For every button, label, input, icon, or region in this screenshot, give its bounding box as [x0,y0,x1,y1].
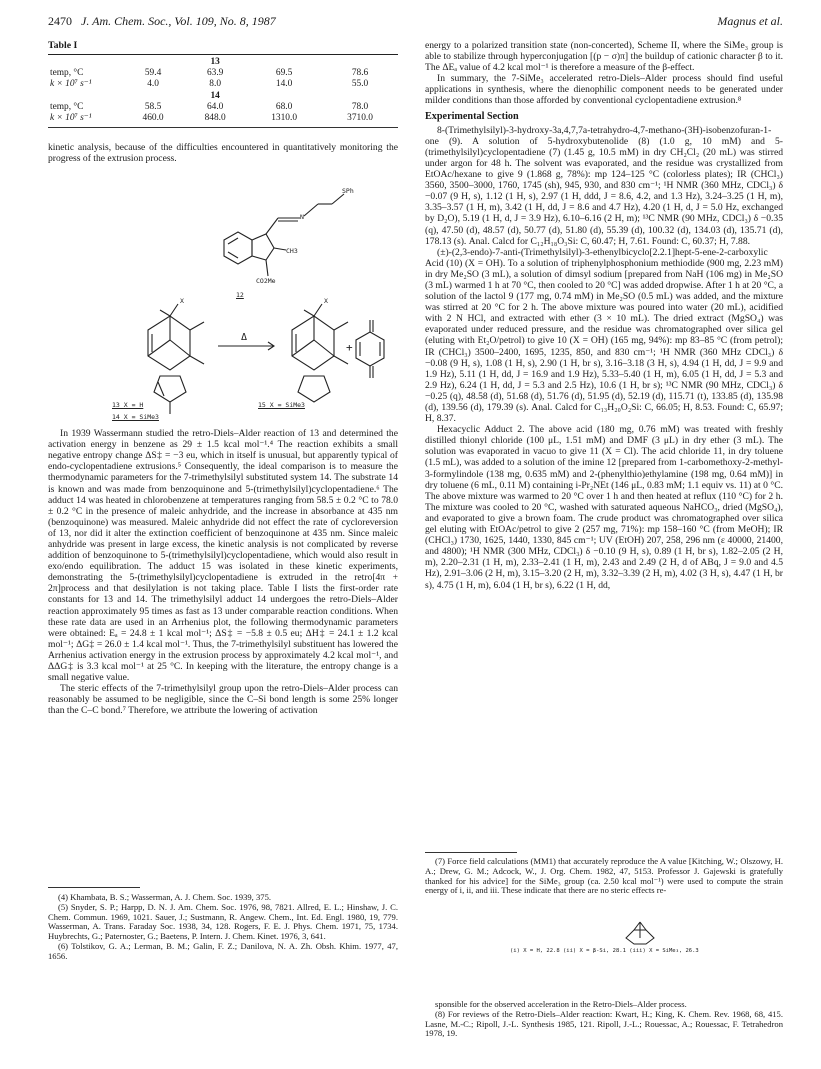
label-plus: + [346,341,353,355]
label-x-product: X [324,297,328,306]
label-13: 13 X = H [112,401,144,410]
strain-energy-figure [510,918,720,960]
kinetics-table [48,55,398,124]
footnote: (4) Khambata, B. S.; Wasserman, A. J. Chem. Soc. 1939, 375. [58,892,272,902]
header-authors: Magnus et al. [717,14,783,28]
footnote-separator-left [48,887,140,888]
table-cell: 63.9 [206,67,224,78]
table-title: Table I [48,40,78,51]
paragraph-steric: The steric effects of the 7-trimethylsilyl group upon the retro-Diels–Alder process can reasonably be assumed to be negligible, since the C–Si bond length is some 25% longer than the C–C bond.⁷ Therefore, we attribute the lowering of activation [48,683,398,717]
label-12: 12 [236,291,244,300]
row-label: k × 10⁷ s⁻¹ [50,78,92,89]
row-label: temp, °C [50,102,84,113]
reaction-scheme-drawing [48,170,398,428]
footnote: (5) Snyder, S. P.; Harpp, D. N. J. Am. Chem. Soc. 1976, 98, 7821. Allred, E. L.; Hinshaw, J. C. Chem. Commun. 1969, 1021. Sauer, J.; Sustmann, R. Angew. Chem., Int. Ed. Engl. 1980, 19, 779. Wasserman, A. Trans. Faraday Soc. 1938, 34, 128. Rogers, F. E. J. Phys. Chem. 1971, 75, 1734. Huybrechts, G.; Paternoster, G.; Baetens, P. Intern. J. Chem. Kinet. 1976, 3, 641. [48,901,398,942]
row-label: k × 10⁷ s⁻¹ [50,113,92,124]
compound-label: 14 [210,91,220,102]
left-column [48,40,398,717]
table-cell: 59.4 [144,67,162,78]
right-column [425,40,783,591]
label-delta: Δ [241,332,248,344]
section-title: Experimental Section [425,110,519,122]
table-row [48,79,398,90]
bicyclic-sketch [560,918,720,948]
footnote-7 [425,857,783,896]
page-number: 2470 [48,14,72,28]
footnotes-right-bottom [425,1000,783,1039]
footnote: (6) Tolstikov, G. A.; Lerman, B. M.; Galin, F. Z.; Danilova, N. A. Zh. Obsh. Khim. 1977, 47, 1656. [48,940,398,961]
indole-pyrrole-ring [252,234,274,260]
label-ch3: CH3 [286,247,298,256]
label-co2me: CO2Me [256,277,276,286]
table-cell: 1310.0 [271,113,298,124]
footnote: sponsible for the observed acceleration in the Retro-Diels–Alder process. [435,999,687,1009]
paragraph-kinetic: kinetic analysis, because of the difficulties encountered in quantitatively monitoring the progress of the extrusion process. [48,141,398,164]
label-n: N [300,213,304,222]
strain-energy-caption: (i) X = H, 22.8 (ii) X = β-Si, 28.1 (iii) X = SiMe₃, 26.3 [510,948,699,954]
table-cell: 4.0 [147,78,159,89]
reaction-scheme-figure [48,170,398,428]
table-row [48,113,398,124]
table-row [48,102,398,113]
product-cage [292,316,334,370]
footnote: (7) Force field calculations (MM1) that accurately reproduce the A value [Kitching, W.; Olszowy, H. A.; Drew, G. M.; Adcock, W., J. Org. Chem. 1982, 47, 5153. Professor J. Gajewski is gratefully thanked for his advice] for the SiMe₃ group (ca. 2.50 kcal mol⁻¹) were used to compute the strain energy of i, ii, and iii. These indicate that there are no steric effects re- [425,856,783,896]
paragraph-summary: In summary, the 7-SiMe₃ accelerated retro-Diels–Alder process should find useful applications in synthesis, where the dienophilic component needs to be generated under milder conditions than those afforded by conventional cyclopentadiene extrusion.⁸ [425,73,783,107]
table-cell: 78.6 [351,67,369,78]
adduct-cage [148,316,190,370]
experimental-adduct-2: Hexacyclic Adduct 2. The above acid (180 mg, 0.76 mM) was treated with freshly distilled thionyl chloride (100 μL, 1.51 mM) and DMF (3 μL) in dry ether (3 mL). The solution was evaporated in vacuo to give 11 (X = Cl). The acid chloride 11, in dry toluene (1.5 mL), was added to a solution of the imine 12 [prepared from 1-carbomethoxy-2-methyl-3-formylindole (138 mg, 0.635 mM) and 2-(phenylthio)ethylamine (198 mg, 0.64 mM)] in dry toluene (6 mL, 0.11 M) containing i-Pr₂NEt (146 μL, 0.83 mM; 1.1 equiv vs. 11) at 0 °C. The above mixture was warmed to 20 °C over 1 h and then heated at reflux (110 °C) for 2 h. The mixture was cooled to 20 °C, washed with saturated aqueous NaHCO₃, dried (MgSO₄), and evaporated to give a brown foam. The crude product was chromatographed over silica gel eluting with EtOAc/petrol to give 2 (257 mg, 71%): mp 158–160 °C (from MeOH); IR (CHCl₃) 1730, 1625, 1440, 1330, 845 cm⁻¹; UV (EtOH) 207, 258, 296 nm (ε 40000, 21400, and 4800); ¹H NMR (300 MHz, CDCl₃) δ −0.10 (9 H, s), 0.89 (1 H, br s), 1.82–2.05 (2 H, m), 2.20–2.31 (1 H, m), 2.33–2.41 (1 H, m), 2.43 and 2.49 (2 H, d of ABq, J = 9.0 and 4.5 Hz), 2.91–3.06 (2 H, m), 3.15–3.20 (2 H, m), 3.32–3.39 (2 H, m), 4.02 (3 H, s), 4.47 (1 H, br s), 4.75 (1 H, m), 6.04 (1 H, br s), 6.22 (1 H, dd, [425,424,783,591]
table-cell: 78.0 [351,102,369,113]
label-15: 15 X = SiMe3 [258,401,305,410]
running-header [48,14,783,34]
row-label: temp, °C [50,67,84,78]
table-bottom-rule [48,127,398,128]
footnote-separator-right [425,852,517,853]
journal-citation: J. Am. Chem. Soc., Vol. 109, No. 8, 1987 [81,14,276,28]
label-14: 14 X = SiMe3 [112,413,159,422]
experimental-compound-10: (±)-(2,3-endo)-7-anti-(Trimethylsilyl)-3-ethenylbicyclo[2.2.1]hept-5-ene-2-carboxylic Acid (10) (X = OH). To a solution of triphenylphosphonium methiodide (900 mg, 2.23 mM) in dry Me₂SO (3 mL), a solution of dimsyl sodium [prepared from NaH (106 mg) in Me₂SO (3 mL) warmed 1 h at 70 °C, then cooled to 20 °C] was added dropwise. After 1 h at 20 °C, a solution of the lactol 9 (177 mg, 0.74 mM) in Me₂SO (0.5 mL) was added, and the mixture was stirred at 20 °C for 2 h. The above mixture was poured into water (20 mL), acidified with 2 N HCl, and extracted with ether (3 × 10 mL). The dried extract (MgSO₄) was evaporated under reduced pressure, and the residue was chromatographed over silica gel (eluting with Et₂O/petrol) to give 10 (X = OH) (165 mg, 94%): mp 83–85 °C (from petrol); IR (CHCl₃) 3500–2400, 1695, 1235, 850, and 830 cm⁻¹; ¹H NMR (360 MHz CDCl₃) δ −0.08 (9 H, s), 1.08 (1 H, s), 2.90 (1 H, br s), 3.16–3.18 (3 H, s), 4.94 (1 H, dd, J = 9.9 and 1.9 Hz), 5.11 (1 H, dd, J = 16.9 and 1.9 Hz), 5.33–5.40 (1 H, m), 6.05 (1 H, dd, J = 5.3 and 2.9 Hz), 6.24 (1 H, dd, J = 5.3 and 2.5 Hz), 10.6 (1 H, br s); ¹³C NMR (90 MHz, CDCl₃) δ −0.25 (q), 48.58 (d), 51.68 (d), 51.76 (d), 51.95 (d), 52.19 (d), 115.71 (t), 133.85 (d), 135.98 (d), 139.56 (d), 179.39 (s). Anal. Calcd for C₁₃H₂₀O₂Si: C, 66.05; H, 8.53. Found: C, 65.97; H, 8.37. [425,246,783,425]
paragraph-transition-state: energy to a polarized transition state (non-concerted), Scheme II, where the SiMe₃ group is able to stabilize through hyperconjugation [(p − σ)π] the buildup of cationic character β to it. The ΔEₐ value of 4.2 kcal mol⁻¹ is therefore a measure of the β-effect. [425,40,783,74]
table-row [48,68,398,79]
compound-label: 13 [210,57,220,68]
quinone-ring [154,376,186,402]
table-cell: 64.0 [206,102,224,113]
table-cell: 55.0 [351,78,369,89]
footnote: (8) For reviews of the Retro-Diels–Alder reaction: Kwart, H.; King, K. Chem. Rev. 1968, 68, 415. Lasne, M.-C.; Ripoll, J.-L. Synthesis 1985, 121. Ripoll, J.-L.; Rouessac, A.; Rouessac, F. Tetrahedron 1978, 19. [425,1008,783,1039]
table-cell: 848.0 [204,113,226,124]
table-cell: 14.0 [275,78,293,89]
indole-benzene-ring [224,232,252,264]
experimental-compound-9: 8-(Trimethylsilyl)-3-hydroxy-3a,4,7,7a-tetrahydro-4,7-methano-(3H)-isobenzofuran-1-one (9). A solution of 5-hydroxybutenolide (8) (1.0 g, 10 mM) and 5-(trimethylsilyl)cyclopentadiene (7) (1.45 g, 10.5 mM) in dry CH₂Cl₂ (20 mL) was stirred under argon for 48 h. The solvent was evaporated, and the residue was crystallized from EtOAc/hexane to give 9 (1.868 g, 78%): mp 124–125 °C (colorless plates); IR (CHCl₃) 3560, 3500–3000, 1760, 1745 (sh), 945, 930, and 830 cm⁻¹; ¹H NMR (360 MHz, CDCl₃) δ −0.07 (9 H, s), 1.12 (1 H, s), 2.97 (1 H, ddd, J = 8.6, 4.2, and 1.3 Hz), 3.24–3.25 (1 H, m), 3.35–3.57 (1 H, m), 3.42 (1 H, dd, J = 8.6 and 4.7 Hz), 4.20 (1 H, d, J = 5.0 Hz, exchanged by D₂O), 5.19 (1 H, d, J = 3.9 Hz), 6.10–6.16 (2 H, m); ¹³C NMR (90 MHz, CDCl₃) δ −0.35 (q), 47.50 (d), 48.57 (d), 50.77 (d), 51.80 (d), 55.39 (d), 100.32 (d), 134.03 (d), 135.71 (d), 178.13 (s). Anal. Calcd for C₁₂H₁₈O₃Si: C, 60.47; H, 7.61. Found: C, 60.37; H, 7.88. [425,124,783,247]
table-cell: 460.0 [142,113,164,124]
table-cell: 58.5 [144,102,162,113]
label-sph: SPh [342,187,354,196]
table-group-header [48,89,398,102]
table-cell: 69.5 [275,67,293,78]
label-x-reactant: X [180,297,184,306]
paragraph-wassermann: In 1939 Wassermann studied the retro-Diels–Alder reaction of 13 and determined the activation energy in benzene as 29 ± 1.5 kcal mol⁻¹.⁴ The reaction exhibits a small negative entropy change ΔS‡ = −3 eu, which in itself is unusual, but apparently typical of endo-cyclopentadiene extrusions.⁵ Consequently, the ideal comparison is to measure the thermodynamic parameters for the 7-trimethylsilyl substituted system 14. The substrate 14 is known and was made from benzoquinone and 5-(trimethylsilyl)cyclopentadiene.⁶ The adduct 14 was heated in chlorobenzene at temperatures ranging from 58.5 ± 0.2 °C to 78.0 ± 0.2 °C in the presence of maleic anhydride, and the increase in absorbance at 435 nm (benzoquinone) was measured. Maleic anhydride did not effect the rate of cycloreversion of 13, nor did it alter the extinction coefficient of benzoquinone at 435 nm. Since maleic anhydride was present in large excess, the kinetic analysis is not complicated by reverse addition of benzoquinone to 5-(trimethylsilyl)cyclopentadiene, which would also result in exo/endo equilibration. The adduct 15 was isolated in these kinetic experiments, demonstrating the 5-(trimethylsilyl)cyclopentadiene is extruded in the retro[4π + 2π]process and that desilylation is not taking place. Table I lists the first-order rate constants for 13 and 14. The trimethylsilyl adduct 14 undergoes the retro-Diels–Alder reaction approximately 95 times as fast as 13 under comparable reaction conditions. When these rate data are used in an Arrhenius plot, the following thermodynamic parameters were obtained: Eₐ = 24.8 ± 1 kcal mol⁻¹; ΔS‡ = −5.8 ± 0.5 eu; ΔH‡ = 24.1 ± 1.2 kcal mol⁻¹; ΔG‡ = 26.0 ± 1.4 kcal mol⁻¹. Thus, the 7-trimethylsilyl substituent has lowered the Arrhenius activation energy in the extrusion process by approximately 4.2 kcal mol⁻¹, and ΔΔG‡ is 3.3 kcal mol⁻¹ at 25 °C. In keeping with the literature, the entropy change is a small negative value. [48,428,398,684]
table-cell: 3710.0 [347,113,373,124]
table-cell: 68.0 [275,102,293,113]
table-cell: 8.0 [209,78,221,89]
table-group-header [48,55,398,68]
table-i [48,40,398,128]
header-left [48,14,276,29]
footnotes-left [48,893,398,962]
